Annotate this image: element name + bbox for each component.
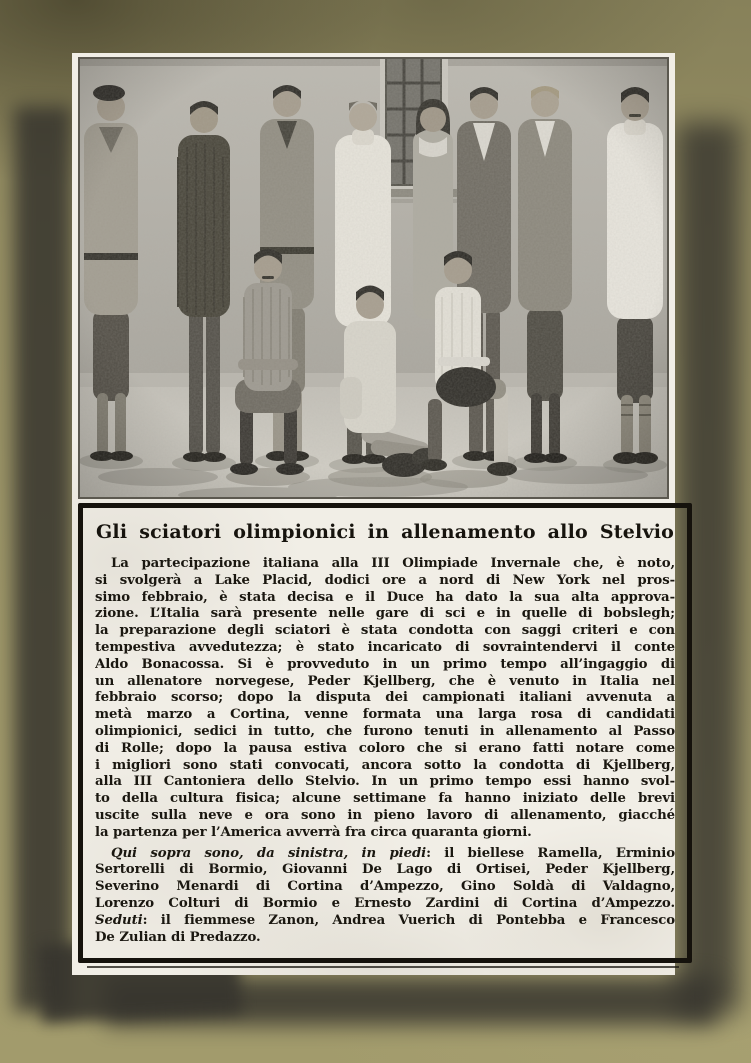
caption-line	[95, 913, 675, 930]
article-box	[78, 503, 692, 963]
caption-text: Severino Menardi di Cortina d’Ampezzo, Gino Soldà di Valdagno,	[95, 879, 675, 895]
article-line: i migliori sono stati convocati, ancora sotto la condotta di Kjellberg,	[95, 757, 675, 773]
photo-vignette	[78, 57, 669, 499]
caption-lead-italic: Qui sopra sono, da sinistra, in piedi	[111, 845, 427, 861]
article-line: la partenza per l’America avverrà fra circa quaranta giorni.	[95, 824, 532, 840]
article-line: simo febbraio, è stata decisa e il Duce ha dato la sua alta approva-	[95, 589, 675, 605]
photo-frame	[78, 57, 669, 499]
caption-text: : il fiemmese Zanon, Andrea Vuerich di Pontebba e Francesco	[142, 912, 675, 928]
article-line: la preparazione degli sciatori è stata condotta con saggi criteri e con	[95, 623, 675, 639]
article-line: si svolgerà a Lake Placid, dodici ore a nord di New York nel pros-	[95, 572, 675, 588]
article-line: zione. L’Italia sarà presente nelle gare di sci e in quelle di bobslegh;	[95, 606, 675, 622]
group-photo	[78, 57, 669, 499]
page-shadow-left	[14, 106, 72, 1012]
article-line: tempestiva avvedutezza; è stato incaricato di sovraintendervi il conte	[95, 639, 675, 655]
caption-line	[95, 862, 675, 879]
article-line: alla III Cantoniera dello Stelvio. In un primo tempo essi hanno svol-	[95, 774, 675, 790]
caption-line	[95, 879, 675, 896]
photo-caption	[95, 846, 675, 947]
article-line: olimpionici, sedici in tutto, che furono tenuti in allenamento al Passo	[95, 723, 675, 739]
caption-line	[95, 930, 675, 947]
caption-text: : il biellese Ramella, Erminio	[426, 845, 675, 861]
caption-line	[95, 846, 675, 863]
article-headline: Gli sciatori olimpionici in allenamento allo Stelvio	[96, 521, 674, 543]
caption-lead-italic: Seduti	[95, 912, 143, 928]
caption-text: De Zulian di Predazzo.	[95, 929, 261, 945]
article-line: uscite sulla neve e ora sono in pieno lavoro di allenamento, giacché	[95, 807, 675, 823]
article-line: to della cultura fisica; alcune settimane fa hanno iniziato delle brevi	[95, 791, 675, 807]
article-line: febbraio scorso; dopo la disputa dei campionati italiani avvenuta a	[95, 690, 675, 706]
magazine-clipping-page	[72, 53, 675, 975]
article-line: Aldo Bonacossa. Si è provveduto in un primo tempo all’ingaggio di	[95, 656, 675, 672]
caption-text: Lorenzo Colturi di Bormio e Ernesto Zardini di Cortina d’Ampezzo.	[95, 895, 675, 911]
article-body	[95, 556, 675, 842]
article-line: un allenatore norvegese, Peder Kjellberg, che è venuto in Italia nel	[95, 673, 675, 689]
article-line: metà marzo a Cortina, venne formata una larga rosa di candidati	[95, 707, 675, 723]
caption-text: Sertorelli di Bormio, Giovanni De Lago di Ortisei, Peder Kjellberg,	[95, 862, 675, 878]
article-line: di Rolle; dopo la pausa estiva coloro che si erano fatti notare come	[95, 740, 675, 756]
article-line: La partecipazione italiana alla III Olimpiade Invernale che, è noto,	[111, 556, 675, 571]
caption-line	[95, 896, 675, 913]
